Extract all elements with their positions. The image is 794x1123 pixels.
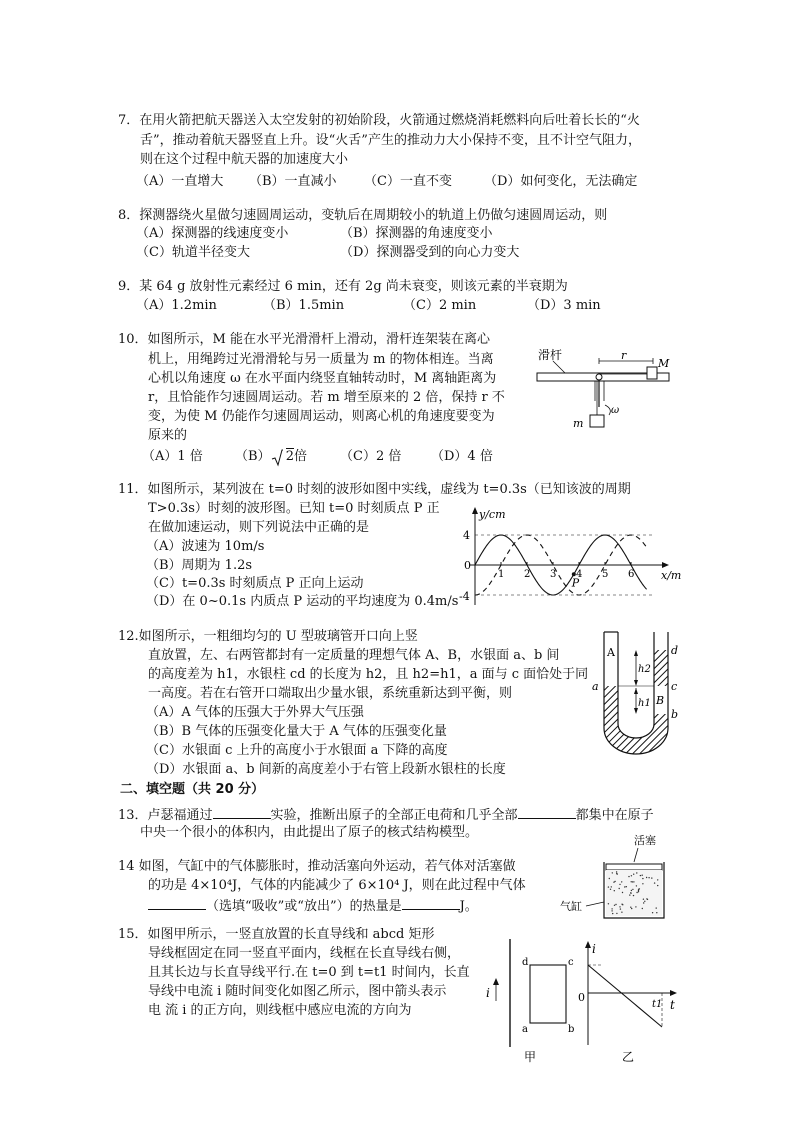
- q15-line-5: 电 流 i 的正方向，则线框中感应电流的方向为: [148, 1003, 412, 1018]
- gas-dot: [631, 881, 632, 882]
- q9-option-c: （C）2 min: [403, 298, 477, 313]
- q12-option-c: （C）水银面 c 上升的高度小于水银面 a 下降的高度: [146, 743, 448, 758]
- x-tick-label: 2: [524, 569, 531, 580]
- q14-line-3: （选填“吸收”或“放出”）的热量是 J。: [148, 895, 478, 916]
- q14-line-2: 的功是 4×10⁴J，气体的内能减少了 6×10⁴ J，则在此过程中气体: [148, 878, 526, 893]
- gas-dot: [621, 904, 622, 905]
- svg-text:a: a: [592, 680, 599, 693]
- gas-dot: [611, 908, 612, 909]
- gas-dot: [620, 908, 621, 909]
- gas-dot: [611, 886, 612, 887]
- gas-dot: [633, 881, 634, 882]
- q12-u-tube-figure: [588, 628, 678, 758]
- gas-dot: [644, 901, 645, 902]
- q10-centrifuge-figure: [535, 345, 675, 435]
- q10-line-6: 原来的: [148, 428, 188, 443]
- q14-cylinder-figure: [560, 832, 680, 924]
- section-title-fill-blank: 二、填空题（共 20 分）: [120, 782, 265, 797]
- gas-dot: [608, 903, 609, 904]
- gas-dot: [628, 876, 629, 877]
- gas-dot: [612, 913, 613, 914]
- svg-text:-4: -4: [459, 590, 470, 603]
- x-tick-label: 3: [550, 569, 557, 580]
- svg-text:M: M: [658, 357, 670, 370]
- svg-text:甲: 甲: [524, 1050, 537, 1064]
- q11-wave-figure: [455, 505, 685, 615]
- gas-dot: [652, 912, 653, 913]
- q14-blank-1[interactable]: [148, 895, 206, 910]
- q12-option-a: （A）A 气体的压强大于外界大气压强: [146, 705, 364, 720]
- q8-option-d: （D）探测器受到的向心力变大: [340, 245, 520, 260]
- gas-dot: [616, 871, 617, 872]
- svg-text:i: i: [486, 986, 490, 1000]
- q13-line-2: 中央一个很小的体积内，由此提出了原子的核式结构模型。: [140, 825, 479, 840]
- x-tick-label: 6: [628, 569, 635, 580]
- q11-option-b: （B）周期为 1.2s: [146, 558, 253, 573]
- svg-text:h2: h2: [638, 664, 651, 675]
- current-line: [588, 965, 662, 1027]
- q10-line-1: 10．如图所示，M 能在水平光滑滑杆上滑动，滑杆连架装在离心: [118, 332, 490, 347]
- gas-dot: [646, 877, 647, 878]
- q10-line-5: 变，为使 M 仍能作匀速圆周运动，则离心机的角速度要变为: [148, 409, 495, 424]
- gas-dot: [631, 890, 632, 891]
- current-arrow-icon: [493, 978, 499, 985]
- sqrt-sign-icon: [271, 449, 283, 467]
- q11-option-d: （D）在 0~0.1s 内质点 P 运动的平均速度为 0.4m/s: [146, 594, 459, 609]
- gas-dot: [643, 902, 644, 903]
- gas-dot: [610, 889, 611, 890]
- gas-dot: [616, 873, 617, 874]
- svg-text:h1: h1: [638, 698, 651, 709]
- gas-dot: [614, 881, 615, 882]
- piston: [606, 864, 662, 870]
- gas-dot: [656, 907, 657, 908]
- q10-option-a: （A）1 倍: [142, 449, 203, 464]
- gas-dot: [616, 913, 617, 914]
- gas-dot: [642, 878, 643, 879]
- svg-text:0: 0: [578, 991, 585, 1004]
- q7-option-d: （D）如何变化，无法确定: [484, 174, 638, 189]
- svg-text:b: b: [568, 1024, 575, 1035]
- gas-dot: [638, 891, 639, 892]
- q10-line-3: 心机以角速度 ω 在水平面内绕竖直轴转动时，M 离轴距离为: [148, 371, 497, 386]
- gas-dot: [609, 878, 610, 879]
- gas-dot: [642, 908, 643, 909]
- q9-option-b: （B）1.5min: [263, 298, 345, 313]
- x-tick-label: 5: [602, 569, 609, 580]
- gas-dot: [656, 912, 657, 913]
- svg-text:乙: 乙: [622, 1050, 635, 1064]
- q7-option-a: （A）一直增大: [136, 174, 224, 189]
- gas-dot: [619, 906, 620, 907]
- svg-text:气缸: 气缸: [560, 900, 582, 913]
- gas-dot: [608, 886, 609, 887]
- svg-text:c: c: [568, 957, 574, 968]
- svg-text:r: r: [621, 349, 627, 362]
- gas-dot: [635, 906, 636, 907]
- q10-line-2: 机上，用绳跨过光滑滑轮与另一质量为 m 的物体相连。当离: [148, 352, 494, 367]
- gas-dot: [630, 892, 631, 893]
- gas-dot: [632, 889, 633, 890]
- q8-line-1: 8．探测器绕火星做匀速圆周运动，变轨后在周期较小的轨道上仍做匀速圆周运动，则: [118, 208, 608, 223]
- gas-dot: [614, 905, 615, 906]
- gas-dot: [621, 881, 622, 882]
- gas-dot: [636, 885, 637, 886]
- q11-line-3: 在做加速运动，则下列说法中正确的是: [148, 520, 370, 535]
- gas-dot: [626, 886, 627, 887]
- gas-dot: [642, 875, 643, 876]
- svg-text:b: b: [671, 708, 678, 721]
- q11-option-a: （A）波速为 10m/s: [146, 539, 265, 554]
- svg-text:B: B: [656, 694, 665, 707]
- q10-option-c: （C）2 倍: [340, 449, 402, 464]
- gas-dot: [638, 890, 639, 891]
- gas-dot: [648, 877, 649, 878]
- gas-dot: [643, 899, 644, 900]
- q10-line-4: r，且恰能作匀速圆周运动。若 m 增至原来的 2 倍，保持 r 不: [148, 390, 505, 405]
- gas-dot: [654, 882, 655, 883]
- gas-dot: [646, 898, 647, 899]
- q11-option-c: （C）t=0.3s 时刻质点 P 正向上运动: [146, 576, 364, 591]
- svg-text:A: A: [607, 646, 615, 659]
- mass-M: [647, 367, 657, 379]
- gas-dot: [629, 894, 630, 895]
- q7-line-2: 舌”，推动着航天器竖直上升。设“火舌”产生的推动力大小保持不变，且不计空气阻力，: [140, 133, 641, 148]
- q12-line-2: 直放置，左、右两管都封有一定质量的理想气体 A、B，水银面 a、b 间: [148, 648, 560, 663]
- pulley: [596, 374, 602, 380]
- q12-line-1: 12.如图所示，一粗细均匀的 U 型玻璃管开口向上竖: [118, 629, 418, 644]
- q12-line-3: 的高度差为 h1，水银柱 cd 的长度为 h2，且 h2=h1，a 面与 c 面恰处于同: [148, 667, 589, 682]
- q8-option-a: （A）探测器的线速度变小: [136, 226, 289, 241]
- x-tick-label: 4: [576, 569, 583, 580]
- gas-dot: [642, 883, 643, 884]
- svg-text:d: d: [522, 957, 529, 968]
- q15-line-1: 15．如图甲所示，一竖直放置的长直导线和 abcd 矩形: [118, 927, 435, 942]
- gas-dot: [615, 904, 616, 905]
- gas-dot: [632, 881, 633, 882]
- svg-text:y/cm: y/cm: [479, 508, 506, 521]
- svg-text:d: d: [671, 644, 678, 657]
- q12-line-4: 一高度。若在右管开口端取出少量水银，系统重新达到平衡，则: [148, 686, 513, 701]
- svg-text:P: P: [571, 576, 580, 590]
- q8-option-c: （C）轨道半径变大: [136, 245, 250, 260]
- gas-dot: [630, 907, 631, 908]
- gas-dot: [633, 874, 634, 875]
- gas-dot: [621, 912, 622, 913]
- svg-text:4: 4: [463, 529, 470, 542]
- q9-option-a: （A）1.2min: [136, 298, 217, 313]
- q7-line-1: 7．在用火箭把航天器送入太空发射的初始阶段，火箭通过燃烧消耗燃料向后吐着长长的“火: [118, 113, 640, 128]
- q14-blank-2[interactable]: [402, 895, 460, 910]
- q13-blank-2[interactable]: [518, 804, 576, 819]
- mass-m: [590, 415, 604, 427]
- q14-line-1: 14 如图，气缸中的气体膨胀时，推动活塞向外运动，若气体对活塞做: [118, 859, 516, 874]
- gas-dot: [631, 908, 632, 909]
- gas-dot: [624, 886, 625, 887]
- q12-option-d: （D）水银面 a、b 间新的高度差小于右管上段新水银柱的长度: [146, 762, 506, 777]
- gas-dot: [636, 892, 637, 893]
- svg-text:活塞: 活塞: [634, 834, 656, 847]
- q9-line-1: 9．某 64 g 放射性元素经过 6 min，还有 2g 尚未衰变，则该元素的半衰期为: [118, 279, 568, 294]
- q15-line-2: 导线框固定在同一竖直平面内，线框在长直导线右侧，: [148, 946, 461, 961]
- svg-text:ω: ω: [611, 405, 620, 416]
- q8-option-b: （B）探测器的角速度变小: [340, 226, 493, 241]
- q15-line-3: 且其长边与长直导线平行.在 t=0 到 t=t1 时间内，长直: [148, 965, 470, 980]
- svg-text:i: i: [592, 942, 596, 956]
- svg-text:t: t: [670, 998, 675, 1012]
- gas-dot: [622, 892, 623, 893]
- q10-option-d: （D）4 倍: [431, 449, 493, 464]
- q11-line-2: T>0.3s）时刻的波形图。已知 t=0 时刻质点 P 正: [148, 501, 440, 516]
- mercury-column-cd: [654, 650, 668, 686]
- gas-dot: [611, 910, 612, 911]
- svg-text:m: m: [573, 417, 584, 430]
- gas-dot: [619, 884, 620, 885]
- q13-line-1: 13．卢瑟福通过 实验，推断出原子的全部正电荷和几乎全部 都集中在原子: [118, 804, 654, 825]
- q15-line-4: 导线中电流 i 随时间变化如图乙所示，图中箭头表示: [148, 984, 447, 999]
- svg-text:x/m: x/m: [661, 569, 682, 582]
- x-tick-label: 1: [498, 569, 505, 580]
- q15-figures: [480, 935, 680, 1070]
- gas-dot: [636, 872, 637, 873]
- gas-dot: [633, 895, 634, 896]
- gas-dot: [651, 877, 652, 878]
- gas-dot: [640, 875, 641, 876]
- svg-text:c: c: [671, 680, 678, 693]
- gas-dot: [614, 890, 615, 891]
- svg-text:a: a: [522, 1024, 528, 1035]
- q13-blank-1[interactable]: [213, 804, 271, 819]
- q12-option-b: （B）B 气体的压强变化量大于 A 气体的压强变化量: [146, 724, 447, 739]
- q9-option-d: （D）3 min: [527, 298, 601, 313]
- gas-dot: [619, 888, 620, 889]
- gas-dot: [657, 879, 658, 880]
- q7-option-c: （C）一直不变: [364, 174, 452, 189]
- rect-loop-abcd: [530, 965, 566, 1023]
- svg-text:t1: t1: [652, 999, 663, 1010]
- q10-option-b: （B） 2倍: [235, 447, 307, 466]
- q7-line-3: 则在这个过程中航天器的加速度大小: [140, 152, 349, 167]
- gas-dot: [639, 888, 640, 889]
- q7-option-b: （B）一直减小: [249, 174, 337, 189]
- gas-dot: [657, 885, 658, 886]
- gas-dot: [612, 872, 613, 873]
- svg-text:0: 0: [464, 559, 471, 572]
- q11-line-1: 11．如图所示，某列波在 t=0 时刻的波形如图中实线，虚线为 t=0.3s（已知该波的周期: [118, 482, 631, 497]
- gas-dot: [631, 875, 632, 876]
- rod-label: 滑杆: [538, 348, 563, 362]
